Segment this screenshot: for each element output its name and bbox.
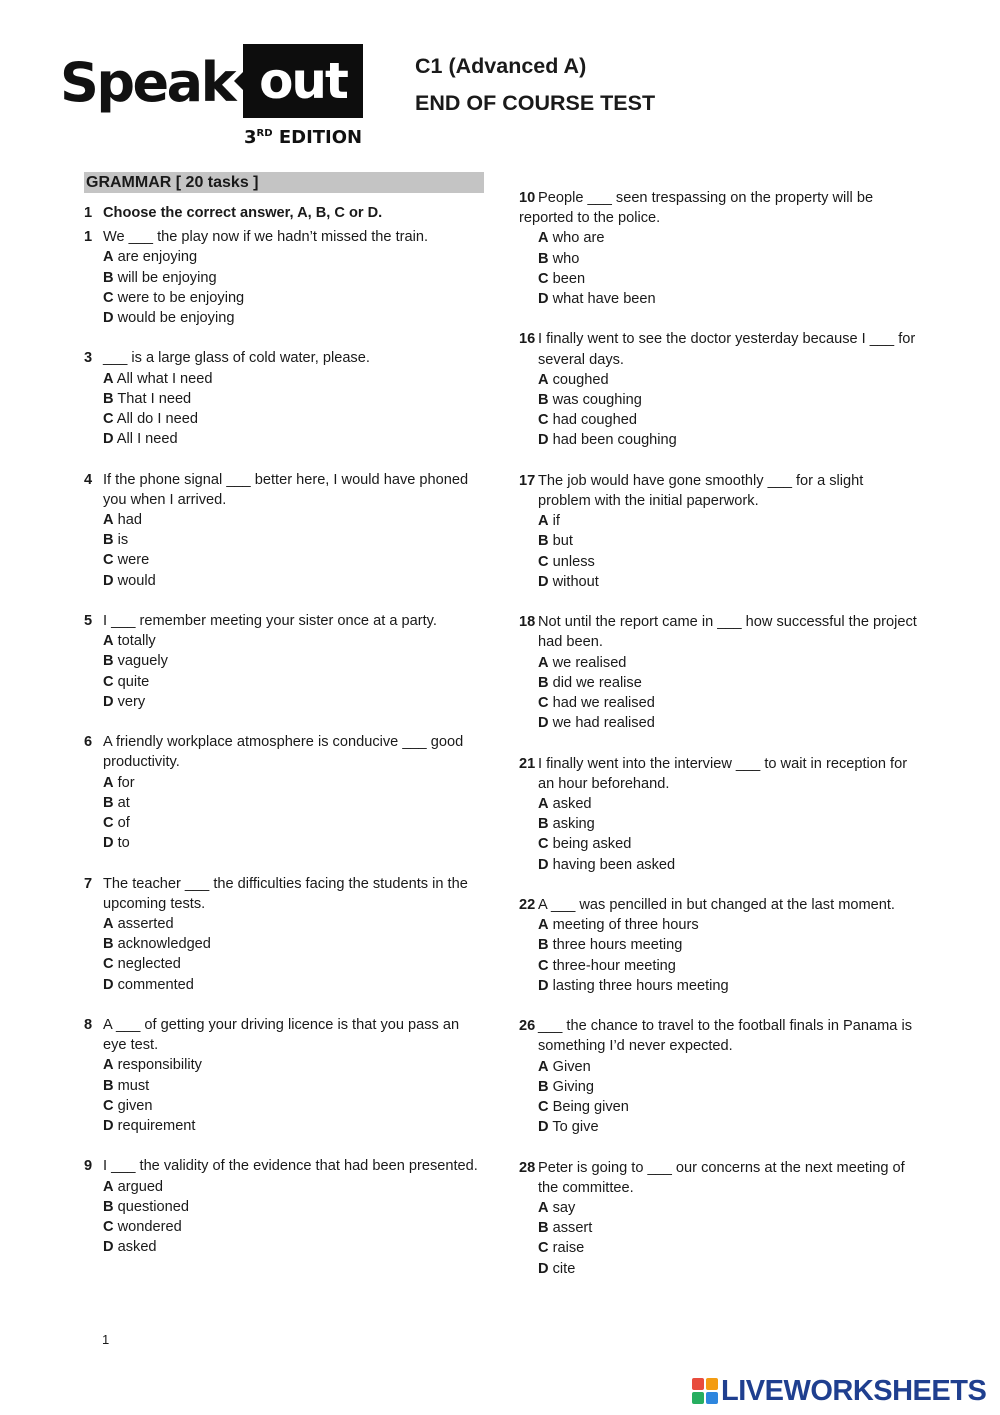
option-text: we realised [552, 654, 627, 671]
option-letter: D [538, 856, 549, 873]
option-text: who are [552, 230, 605, 247]
question-item [519, 754, 919, 875]
option-letter: C [538, 553, 549, 570]
option-letter: A [103, 774, 114, 791]
answer-option[interactable] [84, 1197, 484, 1217]
option-text: must [117, 1077, 150, 1094]
option-text: did we realise [552, 674, 642, 691]
answer-option[interactable] [84, 793, 484, 813]
option-letter: A [538, 513, 549, 530]
option-letter: B [538, 816, 549, 833]
answer-option[interactable] [84, 914, 484, 934]
right-column [519, 188, 919, 1299]
answer-option[interactable] [84, 651, 484, 671]
option-text: three-hour meeting [552, 957, 676, 974]
answer-option[interactable] [84, 692, 484, 712]
option-letter: B [538, 1078, 549, 1095]
answer-option[interactable] [519, 915, 919, 935]
option-letter: A [103, 1057, 114, 1074]
option-letter: D [103, 1118, 114, 1135]
instruction-number: 1 [84, 205, 93, 221]
option-text: will be enjoying [117, 269, 217, 286]
option-text: All I need [116, 431, 178, 448]
question-item [519, 612, 919, 733]
answer-option[interactable] [84, 1177, 484, 1197]
option-text: are enjoying [117, 249, 198, 266]
question-text: I finally went into the interview ___ to wait in reception for an hour beforehand. [538, 755, 908, 792]
answer-option[interactable] [519, 834, 919, 854]
answer-option[interactable] [519, 1077, 919, 1097]
logo-edition [244, 127, 362, 148]
question-stem [84, 874, 484, 914]
answer-option[interactable] [519, 1117, 919, 1137]
answer-option[interactable] [84, 1096, 484, 1116]
answer-option[interactable] [519, 855, 919, 875]
option-letter: A [103, 633, 114, 650]
answer-option[interactable] [84, 1217, 484, 1237]
option-letter: A [103, 1178, 114, 1195]
option-text: we had realised [552, 715, 655, 732]
question-text: The job would have gone smoothly ___ for a slight problem with the initial paperwork. [538, 472, 864, 510]
option-letter: D [103, 693, 114, 710]
question-number: 4 [84, 471, 93, 488]
option-letter: B [538, 937, 549, 954]
edition-word: EDITION [278, 127, 363, 148]
answer-option[interactable] [84, 429, 484, 449]
option-text: given [117, 1097, 153, 1114]
option-text: who [552, 250, 580, 267]
question-text: We ___ the play now if we hadn’t missed the train. [103, 229, 429, 246]
answer-option[interactable] [84, 308, 484, 328]
question-text: People ___ seen trespassing on the property will be reported to the police. [519, 190, 874, 227]
answer-option[interactable] [519, 673, 919, 693]
option-text: questioned [117, 1198, 190, 1215]
option-text: having been asked [552, 856, 676, 873]
answer-option[interactable] [84, 773, 484, 793]
question-number: 5 [84, 613, 93, 630]
question-stem [519, 612, 919, 652]
answer-option[interactable] [519, 228, 919, 248]
speakout-logo [60, 44, 370, 154]
option-letter: C [103, 411, 114, 428]
question-number: 8 [84, 1017, 93, 1034]
option-letter: D [538, 432, 549, 449]
answer-option[interactable] [84, 389, 484, 409]
option-text: totally [117, 633, 156, 650]
option-letter: B [538, 533, 549, 550]
question-number: 9 [84, 1158, 93, 1175]
option-letter: C [103, 1097, 114, 1114]
option-letter: D [103, 835, 114, 852]
question-text: ___ the chance to travel to the football finals in Panama is something I’d never expected. [538, 1018, 912, 1055]
option-letter: C [103, 552, 114, 569]
option-letter: C [103, 815, 114, 832]
icon-square [706, 1392, 718, 1404]
option-text: asking [552, 816, 595, 833]
option-text: was coughing [552, 392, 642, 409]
answer-option[interactable] [519, 552, 919, 572]
option-letter: C [103, 956, 114, 973]
answer-option[interactable] [84, 1055, 484, 1075]
option-letter: D [538, 715, 549, 732]
answer-option[interactable] [519, 370, 919, 390]
answer-option[interactable] [519, 1097, 919, 1117]
test-heading [415, 53, 655, 116]
question-item [519, 188, 919, 309]
left-column [84, 172, 484, 1278]
answer-option[interactable] [519, 249, 919, 269]
option-letter: D [103, 431, 114, 448]
question-item [84, 227, 484, 328]
answer-option[interactable] [519, 956, 919, 976]
question-stem [519, 895, 919, 915]
question-number: 21 [519, 755, 536, 772]
answer-option[interactable] [84, 1076, 484, 1096]
question-text: A ___ was pencilled in but changed at the last moment. [538, 897, 895, 914]
answer-option[interactable] [519, 653, 919, 673]
option-letter: B [103, 936, 114, 953]
question-text: I ___ remember meeting your sister once at a party. [103, 613, 437, 630]
option-letter: C [538, 270, 549, 287]
option-letter: B [538, 392, 549, 409]
icon-square [692, 1392, 704, 1404]
question-number: 28 [519, 1159, 536, 1176]
option-text: All do I need [116, 411, 198, 428]
question-stem [84, 1156, 484, 1176]
question-stem [519, 188, 919, 228]
question-number: 1 [84, 229, 93, 246]
answer-option[interactable] [519, 269, 919, 289]
logo-out-word: out [259, 52, 347, 110]
option-letter: D [103, 310, 114, 327]
option-text: were [117, 552, 150, 569]
option-letter: A [103, 370, 114, 387]
question-number: 6 [84, 734, 93, 751]
question-item [519, 895, 919, 996]
option-letter: B [538, 250, 549, 267]
question-item [84, 470, 484, 591]
answer-option[interactable] [84, 954, 484, 974]
option-text: would be enjoying [117, 310, 235, 327]
option-letter: C [538, 695, 549, 712]
option-text: requirement [117, 1118, 196, 1135]
option-text: say [552, 1200, 576, 1217]
section-task-count: [ 20 tasks ] [175, 174, 259, 191]
question-stem [519, 1016, 919, 1056]
answer-option[interactable] [84, 1237, 484, 1257]
option-text: To give [552, 1119, 599, 1136]
question-number: 16 [519, 331, 536, 348]
question-item [84, 732, 484, 853]
left-question-list [84, 227, 484, 1257]
option-text: had coughed [552, 412, 638, 429]
answer-option[interactable] [84, 409, 484, 429]
answer-option[interactable] [519, 713, 919, 733]
option-letter: A [538, 654, 549, 671]
option-letter: A [538, 917, 549, 934]
option-letter: B [103, 1077, 114, 1094]
question-stem [84, 348, 484, 368]
option-text: vaguely [117, 653, 168, 670]
option-letter: A [103, 916, 114, 933]
question-item [84, 348, 484, 449]
option-text: quite [117, 673, 150, 690]
answer-option[interactable] [519, 693, 919, 713]
instruction [84, 203, 484, 223]
option-text: for [117, 774, 135, 791]
option-text: Being given [552, 1099, 629, 1116]
answer-option[interactable] [519, 1198, 919, 1218]
option-text: All what I need [116, 370, 213, 387]
option-text: is [117, 532, 129, 549]
option-letter: D [103, 976, 114, 993]
option-text: had [117, 512, 142, 529]
answer-option[interactable] [519, 289, 919, 309]
answer-option[interactable] [84, 369, 484, 389]
answer-option[interactable] [519, 390, 919, 410]
question-number: 10 [519, 190, 536, 206]
test-title: END OF COURSE TEST [415, 91, 656, 115]
option-text: neglected [117, 956, 181, 973]
question-stem [519, 754, 919, 794]
icon-square [692, 1378, 704, 1390]
option-letter: B [103, 1198, 114, 1215]
option-letter: A [103, 512, 114, 529]
option-text: asked [552, 796, 592, 813]
page-number: 1 [102, 1332, 110, 1347]
option-letter: C [538, 836, 549, 853]
answer-option[interactable] [84, 934, 484, 954]
option-letter: D [103, 572, 114, 589]
option-letter: A [538, 796, 549, 813]
option-text: been [552, 270, 586, 287]
answer-option[interactable] [519, 935, 919, 955]
option-text: were to be enjoying [117, 289, 245, 306]
option-letter: A [538, 1058, 549, 1075]
option-text: had been coughing [552, 432, 677, 449]
option-text: what have been [552, 291, 656, 308]
option-letter: B [538, 674, 549, 691]
question-text: A friendly workplace atmosphere is conducive ___ good productivity. [103, 734, 464, 771]
section-header [84, 172, 484, 193]
icon-square [706, 1378, 718, 1390]
option-text: responsibility [117, 1057, 202, 1074]
option-letter: C [538, 1240, 549, 1257]
option-text: That I need [117, 390, 192, 407]
option-text: acknowledged [117, 936, 211, 953]
logo-notch [234, 72, 243, 90]
question-text: ___ is a large glass of cold water, please. [103, 350, 370, 367]
option-text: asserted [117, 916, 174, 933]
option-text: raise [552, 1240, 585, 1257]
option-text: would [117, 572, 156, 589]
answer-option[interactable] [519, 531, 919, 551]
option-letter: C [103, 289, 114, 306]
answer-option[interactable] [519, 572, 919, 592]
option-text: but [552, 533, 573, 550]
liveworksheets-icon [692, 1378, 718, 1404]
question-item [84, 1156, 484, 1257]
instruction-text: Choose the correct answer, A, B, C or D. [103, 205, 383, 221]
question-number: 7 [84, 875, 93, 892]
question-item [84, 874, 484, 995]
right-question-list [519, 188, 919, 1279]
question-number: 18 [519, 614, 536, 631]
question-number: 22 [519, 897, 536, 914]
question-stem [84, 227, 484, 247]
answer-option[interactable] [84, 288, 484, 308]
option-text: coughed [552, 371, 609, 388]
option-text: wondered [117, 1219, 182, 1236]
option-text: assert [552, 1220, 593, 1237]
question-text: Peter is going to ___ our concerns at the next meeting of the committee. [538, 1159, 905, 1196]
liveworksheets-brand [692, 1376, 986, 1406]
option-letter: D [538, 573, 549, 590]
answer-option[interactable] [519, 1238, 919, 1258]
option-letter: C [538, 1099, 549, 1116]
option-text: lasting three hours meeting [552, 977, 729, 994]
answer-option[interactable] [519, 814, 919, 834]
option-letter: B [103, 390, 114, 407]
question-stem [84, 1015, 484, 1055]
question-text: The teacher ___ the difficulties facing the students in the upcoming tests. [103, 875, 468, 912]
answer-option[interactable] [84, 975, 484, 995]
option-text: at [117, 794, 130, 811]
answer-option[interactable] [519, 430, 919, 450]
option-letter: D [538, 291, 549, 308]
question-number: 26 [519, 1018, 536, 1035]
question-stem [84, 470, 484, 510]
answer-option[interactable] [84, 530, 484, 550]
question-text: If the phone signal ___ better here, I would have phoned you when I arrived. [103, 471, 469, 508]
answer-option[interactable] [84, 571, 484, 591]
question-text: A ___ of getting your driving licence is that you pass an eye test. [103, 1017, 460, 1054]
option-text: argued [117, 1178, 164, 1195]
option-letter: A [103, 249, 114, 266]
answer-option[interactable] [84, 268, 484, 288]
option-letter: D [538, 1119, 549, 1136]
option-text: three hours meeting [552, 937, 683, 954]
logo-speak-word: Speak [60, 51, 235, 114]
course-level: C1 (Advanced A) [415, 54, 587, 78]
answer-option[interactable] [519, 410, 919, 430]
liveworksheets-wordmark: LIVEWORKSHEETS [721, 1375, 987, 1407]
answer-option[interactable] [84, 833, 484, 853]
answer-option[interactable] [84, 631, 484, 651]
option-letter: B [538, 1220, 549, 1237]
option-text: asked [117, 1239, 157, 1256]
option-letter: C [538, 957, 549, 974]
answer-option[interactable] [519, 794, 919, 814]
question-number: 3 [84, 350, 93, 367]
answer-option[interactable] [84, 247, 484, 267]
option-letter: B [103, 269, 114, 286]
option-letter: C [103, 673, 114, 690]
option-text: unless [552, 553, 595, 570]
question-item [84, 611, 484, 712]
answer-option[interactable] [84, 813, 484, 833]
option-text: Giving [552, 1078, 594, 1095]
answer-option[interactable] [519, 976, 919, 996]
question-stem [519, 329, 919, 369]
option-text: very [117, 693, 146, 710]
option-text: commented [117, 976, 194, 993]
question-item [519, 1158, 919, 1279]
question-item [519, 471, 919, 592]
option-letter: A [538, 1200, 549, 1217]
answer-option[interactable] [84, 550, 484, 570]
answer-option[interactable] [519, 1057, 919, 1077]
option-text: of [117, 815, 130, 832]
option-letter: B [103, 532, 114, 549]
option-text: had we realised [552, 695, 655, 712]
question-item [84, 1015, 484, 1136]
option-letter: B [103, 794, 114, 811]
question-text: I ___ the validity of the evidence that had been presented. [103, 1158, 478, 1175]
question-item [519, 329, 919, 450]
option-text: without [552, 573, 599, 590]
question-stem [84, 611, 484, 631]
option-letter: C [538, 412, 549, 429]
question-text: I finally went to see the doctor yesterday because I ___ for several days. [538, 331, 916, 368]
answer-option[interactable] [84, 1116, 484, 1136]
option-text: if [552, 513, 560, 530]
option-letter: D [538, 1260, 549, 1277]
question-text: Not until the report came in ___ how successful the project had been. [538, 614, 917, 651]
answer-option[interactable] [84, 510, 484, 530]
option-letter: D [103, 1239, 114, 1256]
option-text: being asked [552, 836, 632, 853]
answer-option[interactable] [519, 511, 919, 531]
logo-out-box [243, 44, 363, 118]
answer-option[interactable] [84, 672, 484, 692]
edition-suffix: RD [256, 128, 273, 139]
question-item [519, 1016, 919, 1137]
option-letter: A [538, 230, 549, 247]
answer-option[interactable] [519, 1259, 919, 1279]
question-stem [519, 1158, 919, 1198]
option-text: cite [552, 1260, 576, 1277]
option-text: to [117, 835, 130, 852]
answer-option[interactable] [519, 1218, 919, 1238]
question-stem [84, 732, 484, 772]
edition-number: 3 [244, 127, 257, 148]
option-text: Given [552, 1058, 591, 1075]
question-number: 17 [519, 472, 536, 489]
option-letter: C [103, 1219, 114, 1236]
option-letter: D [538, 977, 549, 994]
option-letter: B [103, 653, 114, 670]
section-title: GRAMMAR [86, 174, 172, 191]
option-letter: A [538, 371, 549, 388]
option-text: meeting of three hours [552, 917, 699, 934]
question-stem [519, 471, 919, 511]
